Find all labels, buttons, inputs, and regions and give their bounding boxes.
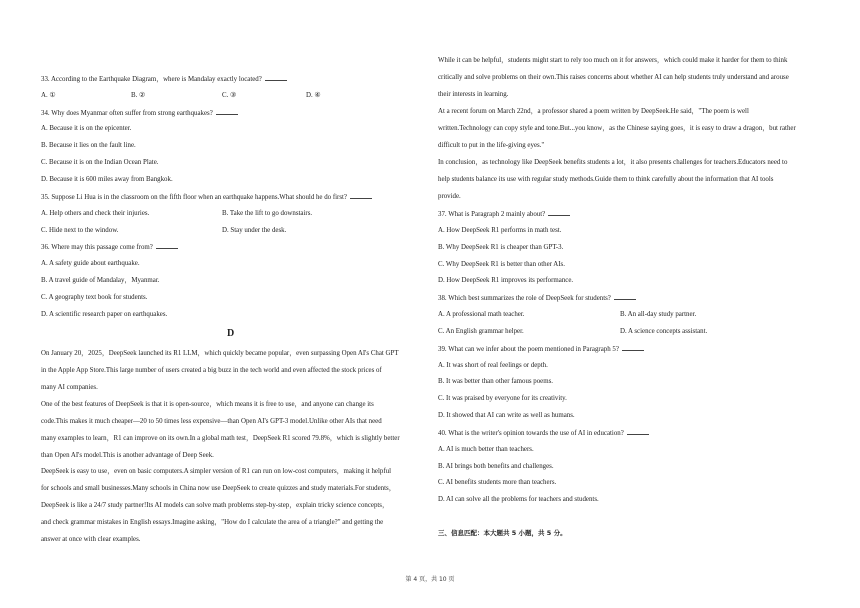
page-footer: 第 4 页，共 10 页 <box>405 576 455 583</box>
q34-option-c: C. Because it is on the Indian Ocean Plate. <box>41 159 159 166</box>
passage-line: On January 20，2025，DeepSeek launched its R1 LLM，which quickly became popular，even surpassing Open AI's Chat GPT <box>41 350 399 357</box>
q34-option-b: B. Because it lies on the fault line. <box>41 142 136 149</box>
passage-line: written.Technology can copy style and tone.But...you know，as the Chinese saying goes，it is easy to draw a dragon，but rather <box>438 125 796 132</box>
passage-line: and check grammar mistakes in English essays.Imagine asking，"How do I calculate the area of a triangle?" and getting the <box>41 519 384 526</box>
q39-option-b: B. It was better than other famous poems. <box>438 378 554 385</box>
passage-line: DeepSeek is like a 24/7 study partner!Its AI models can solve math problems step-by-step，explain tricky science concepts， <box>41 502 389 509</box>
answer-blank <box>622 344 644 351</box>
part-title: 三、信息匹配：本大题共 5 小题，共 5 分。 <box>438 529 567 537</box>
q36-option-a: A. A safety guide about earthquake. <box>41 260 140 267</box>
q40-option-d: D. AI can solve all the problems for teachers and students. <box>438 496 599 503</box>
passage-line: critically and solve problems on their own.This raises concerns about whether AI can help students truly understand and arouse <box>438 74 789 81</box>
passage-line: their interests in learning. <box>438 91 509 98</box>
section-title: D <box>227 328 235 339</box>
answer-blank <box>548 209 570 216</box>
q38-option-c: C. An English grammar helper. <box>438 328 524 335</box>
q39-stem: 39. What can we infer about the poem mentioned in Paragraph 5? <box>438 344 644 354</box>
answer-blank <box>216 108 238 115</box>
q33-option-d: D. ④ <box>306 92 321 99</box>
q37-stem: 37. What is Paragraph 2 mainly about? <box>438 209 570 219</box>
passage-line: for schools and small businesses.Many schools in China now use DeepSeek to create quizzes and study materials.For students， <box>41 485 396 492</box>
q35-option-b: B. Take the lift to go downstairs. <box>222 210 313 217</box>
passage-line: than Open AI's model.This is another advantage of Deep Seek. <box>41 452 214 459</box>
q35-option-d: D. Stay under the desk. <box>222 227 287 234</box>
q33-option-b: B. ② <box>131 92 146 99</box>
answer-blank <box>350 192 372 199</box>
q36-option-b: B. A travel guide of Mandalay，Myanmar. <box>41 277 160 284</box>
q33-option-c: C. ③ <box>222 92 237 99</box>
answer-blank <box>265 74 287 81</box>
q33-option-a: A. ① <box>41 92 56 99</box>
passage-line: provide. <box>438 193 461 200</box>
q40-option-c: C. AI benefits students more than teachers. <box>438 479 557 486</box>
q37-option-d: D. How DeepSeek R1 improves its performance. <box>438 277 574 284</box>
answer-blank <box>614 293 636 300</box>
q38-option-b: B. An all-day study partner. <box>620 311 697 318</box>
passage-line: difficult to put in the life-giving eyes." <box>438 142 545 149</box>
q38-stem: 38. Which best summarizes the role of DeepSeek for students? <box>438 293 636 303</box>
q39-option-a: A. It was short of real feelings or depth. <box>438 362 548 369</box>
q39-option-d: D. It showed that AI can write as well as humans. <box>438 412 575 419</box>
q39-option-c: C. It was praised by everyone for its creativity. <box>438 395 567 402</box>
q36-option-d: D. A scientific research paper on earthquakes. <box>41 311 168 318</box>
q38-option-d: D. A science concepts assistant. <box>620 328 708 335</box>
q35-stem: 35. Suppose Li Hua is in the classroom on the fifth floor when an earthquake happens.What should he do first? <box>41 192 372 202</box>
answer-blank <box>156 242 178 249</box>
q40-option-a: A. AI is much better than teachers. <box>438 446 534 453</box>
passage-line: help students balance its use with regular study methods.Guide them to think carefully about the information that AI tools <box>438 176 774 183</box>
passage-line: code.This makes it much cheaper—20 to 50 times less expensive—than Open AI's GPT-3 model.Unlike other AIs that need <box>41 418 382 425</box>
q36-option-c: C. A geography text book for students. <box>41 294 148 301</box>
q37-option-b: B. Why DeepSeek R1 is cheaper than GPT-3. <box>438 244 564 251</box>
passage-line: In conclusion，as technology like DeepSeek benefits students a lot，it also presents challenges for teachers.Educators need to <box>438 159 788 166</box>
passage-line: While it can be helpful，students might start to rely too much on it for answers，which could make it harder for them to think <box>438 57 788 64</box>
passage-line: many AI companies. <box>41 384 98 391</box>
q37-option-c: C. Why DeepSeek R1 is better than other AIs. <box>438 261 565 268</box>
answer-blank <box>627 428 649 435</box>
q38-option-a: A. A professional math teacher. <box>438 311 525 318</box>
passage-line: At a recent forum on March 22nd，a professor shared a poem written by DeepSeek.He said，"The poem is well <box>438 108 749 115</box>
q36-stem: 36. Where may this passage come from? <box>41 242 178 252</box>
passage-line: One of the best features of DeepSeek is that it is open-source，which means it is free to use，and anyone can change its <box>41 401 374 408</box>
q37-option-a: A. How DeepSeek R1 performs in math test. <box>438 227 562 234</box>
q34-option-d: D. Because it is 600 miles away from Bangkok. <box>41 176 173 183</box>
passage-line: in the Apple App Store.This large number of users created a big buzz in the tech world and even affected the stock prices of <box>41 367 382 374</box>
q34-option-a: A. Because it is on the epicenter. <box>41 125 132 132</box>
passage-line: many examples to learn，R1 can improve on its own.In a global math test，DeepSeek R1 scored 79.8%，which is slightly better <box>41 435 400 442</box>
passage-line: answer at once with clear examples. <box>41 536 141 543</box>
q35-option-a: A. Help others and check their injuries. <box>41 210 150 217</box>
q33-stem: 33. According to the Earthquake Diagram，where is Mandalay exactly located? <box>41 74 287 84</box>
q40-option-b: B. AI brings both benefits and challenges. <box>438 463 554 470</box>
passage-line: DeepSeek is easy to use，even on basic computers.A simpler version of R1 can run on low-cost computers，making it helpful <box>41 468 392 475</box>
q34-stem: 34. Why does Myanmar often suffer from strong earthquakes? <box>41 108 238 118</box>
q35-option-c: C. Hide next to the window. <box>41 227 119 234</box>
q40-stem: 40. What is the writer's opinion towards the use of AI in education? <box>438 428 649 438</box>
